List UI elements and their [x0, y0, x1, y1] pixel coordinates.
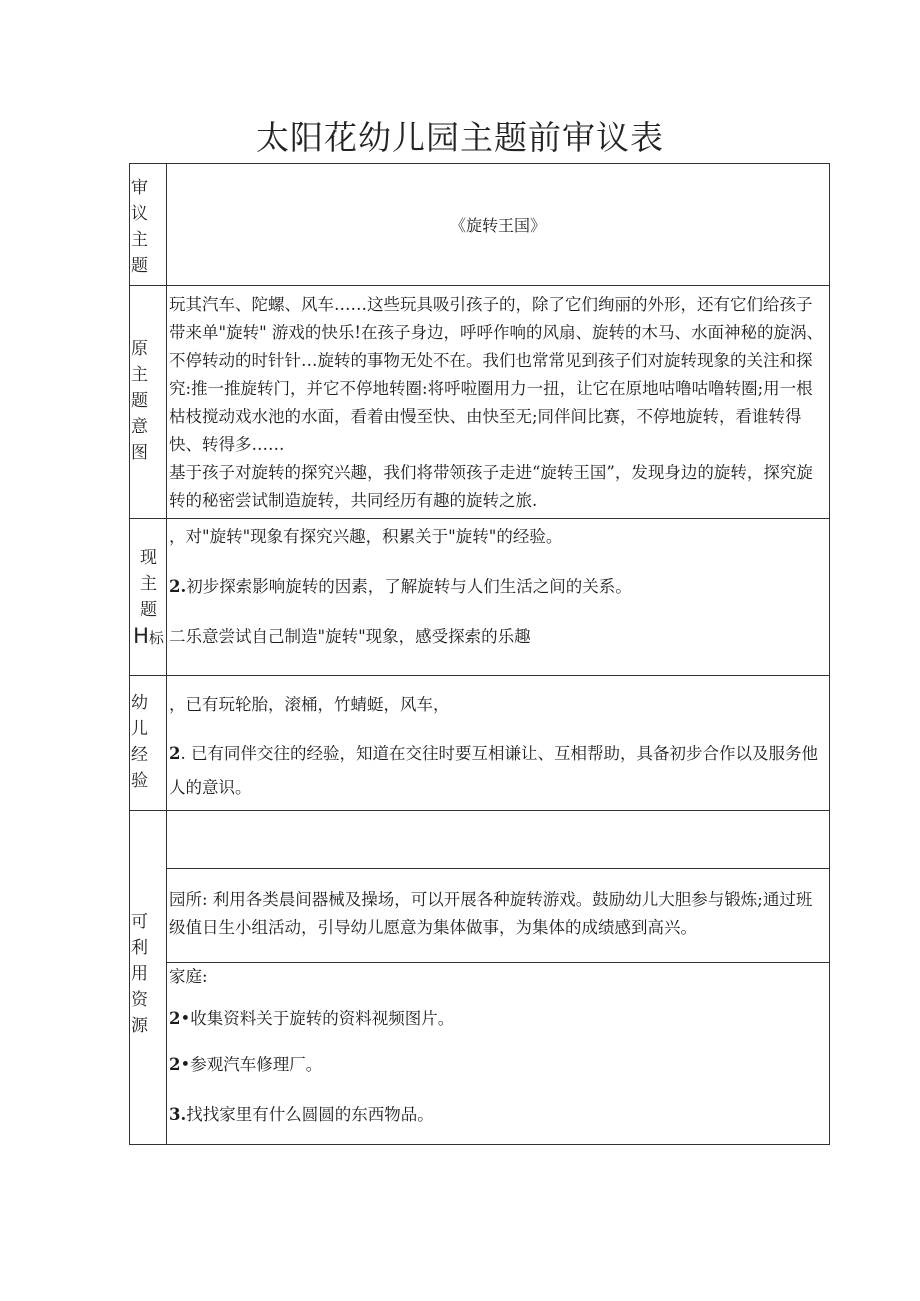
row-resources-family [130, 963, 830, 1145]
family-item-text: •参观汽车修理厂。 [180, 1055, 323, 1074]
intent-paragraph: 基于孩子对旋转的探究兴趣，我们将带领孩子走进“旋转王国”，发现身边的旋转，探究旋转的秘密尝试制造旋转，共同经历有趣的旋转之旅. [169, 463, 813, 510]
family-heading: 家庭: [169, 967, 208, 986]
label-char: 题 [131, 391, 148, 411]
label-char: 源 [131, 1016, 148, 1036]
label-char: 主 [131, 230, 148, 250]
theme-cell [167, 164, 830, 286]
goal-text: 初步探索影响旋转的因素，了解旋转与人们生活之间的关系。 [186, 577, 632, 596]
label-goals [130, 519, 167, 676]
goal-text: 二乐意尝试自己制造"旋转"现象，感受探索的乐趣 [169, 627, 531, 646]
page-title: 太阳花幼儿园主题前审议表 [256, 118, 664, 157]
goals-cell [167, 519, 830, 676]
family-item-number: 3. [169, 1105, 187, 1124]
intent-paragraph: 玩其汽车、陀螺、风车……这些玩具吸引孩子的，除了它们绚丽的外形，还有它们给孩子带来单"旋转" 游戏的快乐!在孩子身边，呼呼作响的风扇、旋转的木马、水面神秘的旋涡、不停转动的时针针…旋转的事物无处不在。我们也常常见到孩子们对旋转现象的关注和探究:推一推旋转门，并它不停地转圈:将呼啦圈用力一扭，让它在原地咕噜咕噜转圈;用一根枯枝搅动戏水池的水面，看着由慢至快、由快至无;同伴间比赛，不停地旋转，看谁转得快、转得多…… [169, 295, 824, 454]
goal-number: 2. [169, 577, 187, 596]
experience-cell [167, 676, 830, 811]
experience-text: . 已有同伴交往的经验，知道在交往时要互相谦让、互相帮助，具备初步合作以及服务他人的意识。 [169, 744, 818, 797]
label-char: 意 [131, 417, 148, 437]
experience-number: 2 [169, 744, 181, 763]
label-intent [130, 286, 167, 519]
row-resources-blank [130, 811, 830, 869]
label-char: 用 [131, 964, 148, 984]
label-char: 主 [131, 365, 148, 385]
label-char: 原 [131, 339, 148, 359]
label-char: 可 [131, 912, 148, 932]
family-item-number: 2 [169, 1009, 181, 1028]
label-theme [130, 164, 167, 286]
label-char: 利 [131, 938, 148, 958]
label-char: 经 [131, 745, 148, 765]
label-char: 现 [140, 548, 157, 568]
label-char: 资 [131, 990, 148, 1010]
label-char-composite [131, 623, 166, 651]
label-char: 议 [131, 204, 148, 224]
label-char: 审 [131, 178, 148, 198]
experience-item [169, 691, 827, 719]
label-char: 幼 [131, 693, 148, 713]
family-item [169, 1051, 827, 1079]
label-experience [130, 676, 167, 811]
family-item [169, 1005, 827, 1033]
goal-item [169, 523, 827, 551]
label-char-big: H [133, 624, 149, 648]
experience-item [169, 737, 827, 805]
experience-text: ，已有玩轮胎，滚桶，竹蜻蜓，风车， [169, 695, 450, 714]
resources-school-cell [167, 869, 830, 963]
row-intent [130, 286, 830, 519]
label-char: 儿 [131, 719, 148, 739]
label-char: 题 [140, 600, 157, 620]
label-char: 图 [131, 443, 148, 463]
family-item [169, 1101, 827, 1129]
review-table [129, 163, 830, 1145]
row-resources-school [130, 869, 830, 963]
row-experience [130, 676, 830, 811]
label-char-small: 标 [148, 629, 164, 647]
resources-family-cell [167, 963, 830, 1145]
family-item-number: 2 [169, 1055, 181, 1074]
theme-name: 《旋转王国》 [449, 216, 546, 235]
row-theme [130, 164, 830, 286]
intent-cell [167, 286, 830, 519]
row-goals [130, 519, 830, 676]
goal-item [169, 573, 827, 601]
label-resources [130, 811, 167, 1145]
label-char: 验 [131, 771, 148, 791]
family-item-text: 找找家里有什么圆圆的东西物品。 [186, 1105, 434, 1124]
goal-item [169, 623, 827, 651]
label-char: 题 [131, 256, 148, 276]
family-item-text: •收集资料关于旋转的资料视频图片。 [180, 1009, 455, 1028]
school-resources-text: 园所: 利用各类晨间器械及操场，可以开展各种旋转游戏。鼓励幼儿大胆参与锻炼;通过班级值日生小组活动，引导幼儿愿意为集体做事，为集体的成绩感到高兴。 [169, 890, 813, 937]
goal-text: ，对"旋转"现象有探究兴趣，积累关于"旋转"的经验。 [169, 527, 563, 546]
label-char: 主 [140, 574, 157, 594]
resources-blank-cell [167, 811, 830, 869]
